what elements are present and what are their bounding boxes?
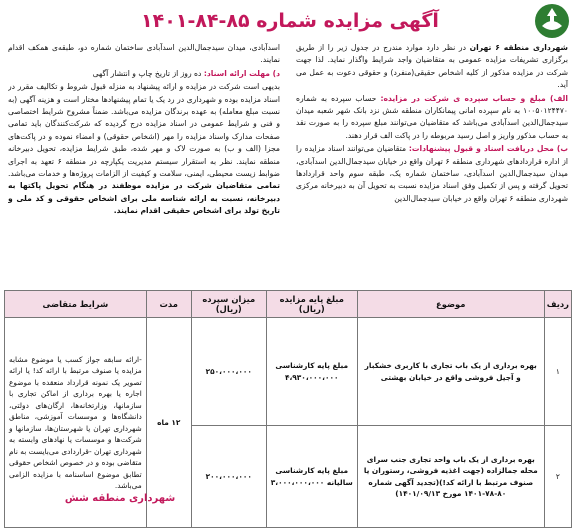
intro-text: در نظر دارد موارد مندرج در جدول زیر را از طریق برگزاری تشریفات مزایده عمومی به متقاضیان واجد شرایط واگذار نماید. لذا جهت شرکت در مزایده مذکور از کلیه اشخاص حقیقی(منفرد) و حقوقی دعوت به عمل می آید. xyxy=(296,43,568,90)
section-b-title: ب) محل دریافت اسناد و قبول پیشنهادات: xyxy=(408,144,568,154)
row-num: ۲ xyxy=(544,426,571,528)
row-deposit: ۲۵۰،۰۰۰،۰۰۰ xyxy=(191,318,266,426)
header xyxy=(0,0,576,42)
header-subject: موضوع xyxy=(357,291,544,318)
table-header-row xyxy=(5,291,572,318)
header-base-price: مبلغ پایه مزایده (ریال) xyxy=(266,291,357,318)
header-conditions: شرایط متقاضی xyxy=(5,291,147,318)
row-deposit: ۲۰۰،۰۰۰،۰۰۰ xyxy=(191,426,266,528)
row-base-price: مبلغ پایه کارشناسی سالیانه ۳،۰۰۰،۰۰۰،۰۰۰ xyxy=(266,426,357,528)
row-duration: ۱۲ ماه xyxy=(146,318,191,528)
terms-bold-text: تمامی متقاضیان شرکت در مزایده موظفند در هنگام تحویل پاکتها به دبیرخانه، نسبت به ارائه شناسه ملی برای اشخاص حقوقی و کد ملی و تاریخ تولد برای اشخاص حقیقی اقدام نمایند. xyxy=(8,181,280,216)
row-subject: بهره برداری از یک باب واحد تجاری جنب سرای محله جمالزاده (جهت اغذیه فروشی، رستوران یا صنوف مرتبط با ارائه کد!)(تجدید آگهی شماره ۸۰-۷۸-۱۴۰۱ مورخ ۱۴۰۱/۰۹/۱۳) xyxy=(357,426,544,528)
row-num: ۱ xyxy=(544,318,571,426)
terms-text: بدیهی است شرکت در مزایده و ارائه پیشنهاد به منزله قبول شروط و تکالیف مقرر در اسناد مزایده بوده و شهرداری در رد یک یا تمام پیشنهادها مختار است و هزینه آگهی (به نسبت مبلغ معامله) به عهده برندگان مزایده می‌باشد. ضمناً مشروح شرایط اختصاصی و فنی و شرایط عمومی در اسناد مزایده درج گردیده که شرکت‌کنندگان باید تمامی صفحات مدارک واسناد مزایده را مهر (اشخاص حقوقی) و امضاء نموده و در پاکت‌های مجزا (الف و ب) به صورت لاک و مهر شده، طبق شرایط مزایده، تحویل دبیرخانه منطقه نمایند. نظر به استقرار سیستم مدیریت یکپارچه در منطقه ۶ تعهد به اجرای ضوابط زیست محیطی، ایمنی، سلامت و کیفیت از الزامات پروژه‌ها و خدمات می‌باشد. xyxy=(8,82,280,179)
section-d-title: د) مهلت ارائه اسناد: xyxy=(203,68,280,78)
header-deposit: میزان سپرده (ریال) xyxy=(191,291,266,318)
signature: شهرداری منطقه شش xyxy=(64,493,176,504)
body-column-right xyxy=(296,42,568,280)
table-row xyxy=(5,318,572,426)
section-a-text: حساب سپرده به شماره ۱۰۰۵۰۱۲۴۴۷۰ به نام سپرده امانی پیمانکاران منطقه شش نزد بانک شهر شعبه میدان سیدجمال‌الدین اسدآبادی می‌باشد که متقاضیان می‌توانند مبلغ سپرده را به صورت نقد به حساب مذکور واریز و اصل رسید مربوطه را در پاکت الف قرار دهند. xyxy=(296,93,568,140)
intro-label: شهرداری منطقه ۶ تهران xyxy=(469,43,568,52)
header-num: ردیف xyxy=(544,291,571,318)
body-column-left xyxy=(8,42,280,282)
section-b-continued: اسدآبادی، میدان سیدجمال‌الدین اسدآبادی ساختمان شماره دو، طبقه‌ی همکف اقدام نمایند. xyxy=(8,43,280,65)
page-title: آگهی مزایده شماره ۸۵-۸۴-۱۴۰۱ xyxy=(141,10,439,32)
row-base-price: مبلغ پایه کارشناسی ۴،۹۳۰،۰۰۰،۰۰۰ xyxy=(266,318,357,426)
municipality-logo xyxy=(532,2,572,40)
section-d-text: ده روز از تاریخ چاپ و انتشار آگهی xyxy=(92,68,202,78)
section-a-title: الف) مبلغ و حساب سپرده ی شرکت در مزایده: xyxy=(380,93,568,103)
header-duration: مدت xyxy=(146,291,191,318)
logo-icon xyxy=(533,2,571,40)
row-subject: بهره برداری از یک باب تجاری با کاربری خشکبار و آجیل فروشی واقع در خیابان بهشتی xyxy=(357,318,544,426)
section-b-text: متقاضیان می‌توانند اسناد مزایده را از اداره قراردادهای شهرداری منطقه ۶ تهران واقع در خیابان سیدجمال‌الدین اسدآبادی، میدان سیدجمال‌الدین اسدآبادی، ساختمان شماره یک، طبقه سوم واحد قراردادها تحویل گرفته و پس از تکمیل وفق اسناد مزایده نسبت به تحویل آن به دبیرخانه مرکزی شهرداری منطقه ۶ تهران واقع در خیابان سیدجمال‌الدین xyxy=(296,144,568,203)
row-conditions: -ارائه سابقه جواز کسب یا موضوع مشابه مزایده یا صنوف مرتبط با ارائه کد! یا ارائه تصویر یک نمونه قرارداد منعقده با موضوع اجاره یا بهره برداری از اماکن تجاری با سازمانها، وزارتخانه‌ها، ارگان‌های دولتی، دانشگاه‌ها و موسسات آموزشی، مناطق شهرداری تهران یا شهرستان‌ها، سازمانها و شرکت‌ها و موسسات یا نهادهای وابسته به شهرداری تهران -قراردادی می‌بایست به نام متقاضی بوده و در خصوص اشخاص حقوقی تطابق موضوع اساسنامه با مزایده الزامی می‌باشد. xyxy=(5,318,147,528)
